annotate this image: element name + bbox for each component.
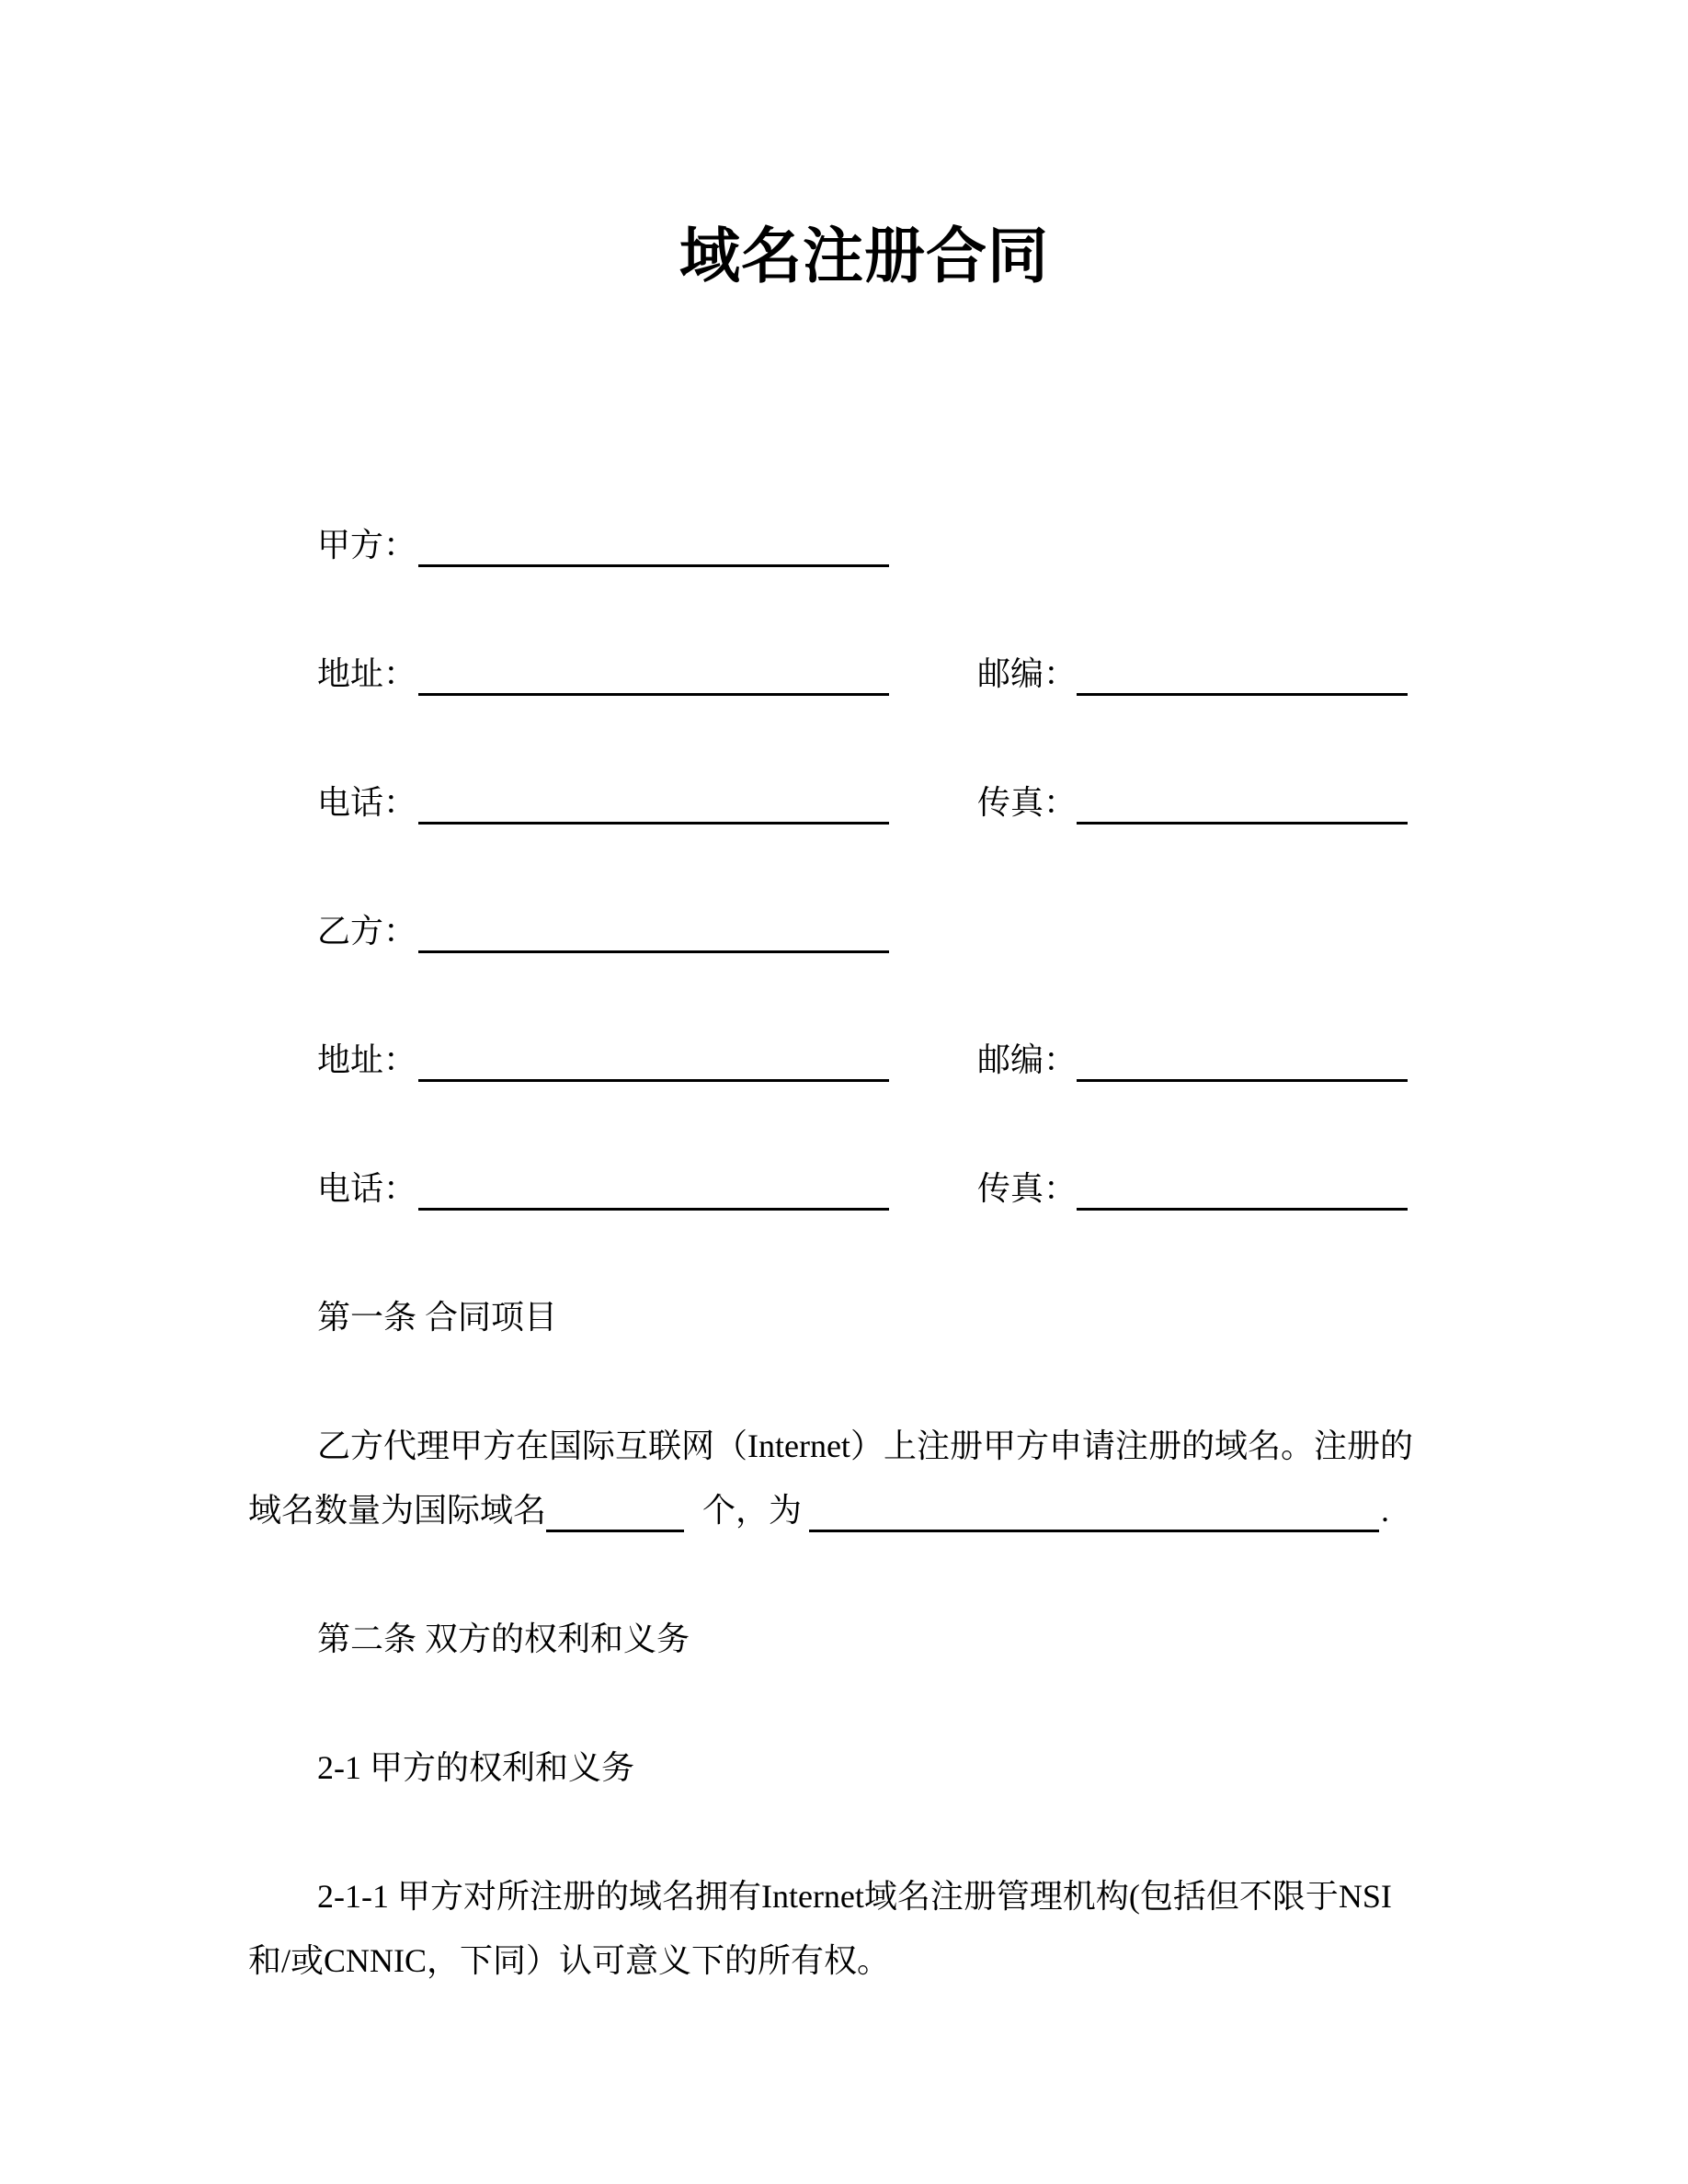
address-label: 地址： (317, 1041, 417, 1078)
party-b-label: 乙方： (317, 913, 417, 950)
address-blank-line (418, 659, 889, 696)
domain-count-prefix-text: 域名数量为国际域名 (248, 1492, 547, 1529)
form-row-party-a (248, 513, 1480, 577)
party-b-blank-line (418, 916, 889, 953)
fax-label: 传真： (977, 784, 1078, 821)
fax-field (977, 1156, 1408, 1221)
document-title: 域名注册合同 (679, 222, 1049, 290)
clause-2-1-1-line-2: 和/或CNNIC，下同）认可意义下的所有权。 (248, 1942, 891, 1979)
postcode-blank-line (1077, 659, 1408, 696)
phone-blank-line (418, 1174, 889, 1211)
domain-name-prefix-text: 个，为 (702, 1492, 803, 1529)
fax-blank-line (1077, 1174, 1408, 1211)
phone-blank-line (418, 788, 889, 825)
clause-2-heading: 第二条 双方的权利和义务 (317, 1621, 690, 1657)
party-a-label: 甲方： (317, 527, 417, 563)
domain-name-blank-line (809, 1496, 1379, 1532)
clause-1-paragraph-line-2 (248, 1478, 1480, 1542)
clause-2-1-subheading: 2-1 甲方的权利和义务 (317, 1749, 634, 1786)
clause-1-heading: 第一条 合同项目 (317, 1299, 558, 1336)
domain-count-blank-line (546, 1496, 684, 1532)
form-row-party-a-address (248, 642, 1480, 706)
form-row-party-b-phone (248, 1156, 1480, 1221)
postcode-blank-line (1077, 1045, 1408, 1082)
phone-label: 电话： (317, 784, 417, 821)
address-blank-line (418, 1045, 889, 1082)
phone-label: 电话： (317, 1170, 417, 1207)
fax-blank-line (1077, 788, 1408, 825)
postcode-field (977, 1028, 1408, 1092)
clause-2-1-1-paragraph (248, 1864, 1480, 1993)
fax-field (977, 770, 1408, 835)
clause-1-paragraph-line-1: 乙方代理甲方在国际互联网（Internet）上注册甲方申请注册的域名。注册的 (317, 1428, 1413, 1464)
address-label: 地址： (317, 655, 417, 692)
sentence-period: . (1381, 1492, 1390, 1529)
form-row-party-a-phone (248, 770, 1480, 835)
clause-1-paragraph (248, 1414, 1480, 1542)
postcode-label: 邮编： (977, 655, 1078, 692)
form-row-party-b-address (248, 1028, 1480, 1092)
clause-2-1-1-line-1: 2-1-1 甲方对所注册的域名拥有Internet域名注册管理机构(包括但不限于NSI (317, 1878, 1392, 1915)
postcode-label: 邮编： (977, 1041, 1078, 1078)
form-row-party-b (248, 899, 1480, 963)
fax-label: 传真： (977, 1170, 1078, 1207)
party-a-blank-line (418, 530, 889, 567)
postcode-field (977, 642, 1408, 706)
